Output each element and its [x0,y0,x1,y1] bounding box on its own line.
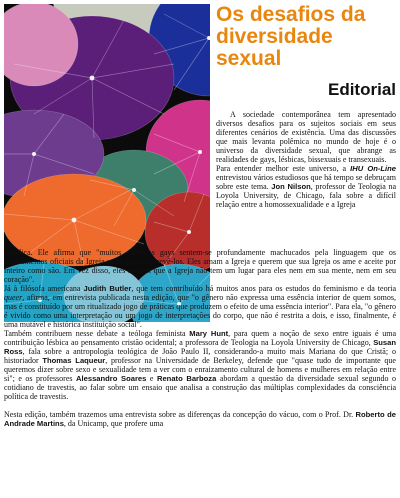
article-title: Os desafios da diversidade sexual [216,3,366,70]
intro-text-a: Para entender melhor este universo, a [216,164,351,173]
text-segment: abordam a questão da diversidade sexual segundo o cotidiano de travestis, ao falar sobre um ensaio que analisa a construção das múltiplas complexidades da consciência política de travestis. [4,374,397,401]
person-name: Jon Nilson [271,182,311,191]
paragraph-final [4,410,396,428]
person-name: Alessandro Soares [76,374,147,383]
paragraph-catolica: Católica. Ele afirma que "muitos católicos gays sentem-se profundamente machucados pela linguagem que os ensinamentos oficiais da Igreja usam para descrevê-los. Eles amam a Igreja e querem que sua Igreja os ame e aceite por inteiro como são. Em vez disso, eles sentem que a Igreja não tem um lugar para eles nem em sua mente, nem em seu coração". [4,248,396,284]
italic-term: queer [4,293,23,302]
intro-paragraph-2 [216,164,396,209]
paragraph-butler [4,284,396,329]
section-label: Editorial [327,80,396,99]
person-name: Mary Hunt [189,329,229,338]
person-name: Renato Barboza [156,374,217,383]
person-name: Judith Butler [83,284,132,293]
intro-column [216,110,396,209]
publication-name: IHU On-Line [350,164,397,173]
text-segment: , para quem a noção de sexo entre iguais é uma contribuição lésbica ao pensamento cristão ocidental; a professora de Teologia na Loyola University de Chicago, [4,329,396,347]
article-body [4,248,396,428]
text-segment: , afirma, em entrevista publicada nesta edição, que "o gênero não expressa uma essência interior de quem somos, mas é constituído por um ritualizado jogo de práticas que produzem o efeito de uma essência interior". Para ela, "o gênero é vivido como uma interpretação ou um jogo de interpretações do corpo, que não é restrita a dois, e isso, finalmente, é uma mutável e histórica instituição social". [4,293,396,329]
text-segment: Já à filósofa americana [4,284,84,293]
text-segment: , fala sobre a antropologia teológica de João Paulo II, considerando-a muito mais Mariana do que Cristã; o historiador [4,347,396,365]
text-segment: Também contribuem nesse debate a teóloga feminista [4,329,190,338]
intro-text-c: , professor de Teologia na Loyola University, de Chicago, fala sobre a difícil relação entre a homossexualidade e a Igreja [216,182,396,209]
text-segment: e [146,374,157,383]
intro-paragraph-1: A sociedade contemporânea tem apresentado diversos desafios para os sujeitos sociais em seus diferentes cenários de existência. Uma das discussões que mais levanta polêmica no mundo de hoje é o universo da diversidade sexual, que abrange as realidades de gays, lésbicas, bissexuais e transexuais. [216,110,396,164]
person-name: Susan Ross [4,338,396,356]
person-name: Thomas Laqueur [42,356,106,365]
paragraph-hunt [4,329,396,401]
person-name: Roberto de Andrade Martins [4,410,396,428]
text-segment: Nesta edição, também trazemos uma entrevista sobre as diferenças da concepção do vácuo, com o Prof. Dr. [4,410,356,419]
intro-text-b: entrevistou vários estudiosos que há tempo se debruçam sobre este tema. [216,173,396,191]
text-segment: , da Unicamp, que profere uma [63,419,164,428]
text-segment: , que tem contribuído há muitos anos para os estudos do feminismo e da teoria [131,284,397,293]
text-segment: , professor na Universidade de Berkeley, defende que "quase tudo de importante que queremos dizer sobre sexo e sexualidade tem a ver com o enraizamento cultural de homens e mulheres em relação entre si"; e os professores [4,356,396,383]
